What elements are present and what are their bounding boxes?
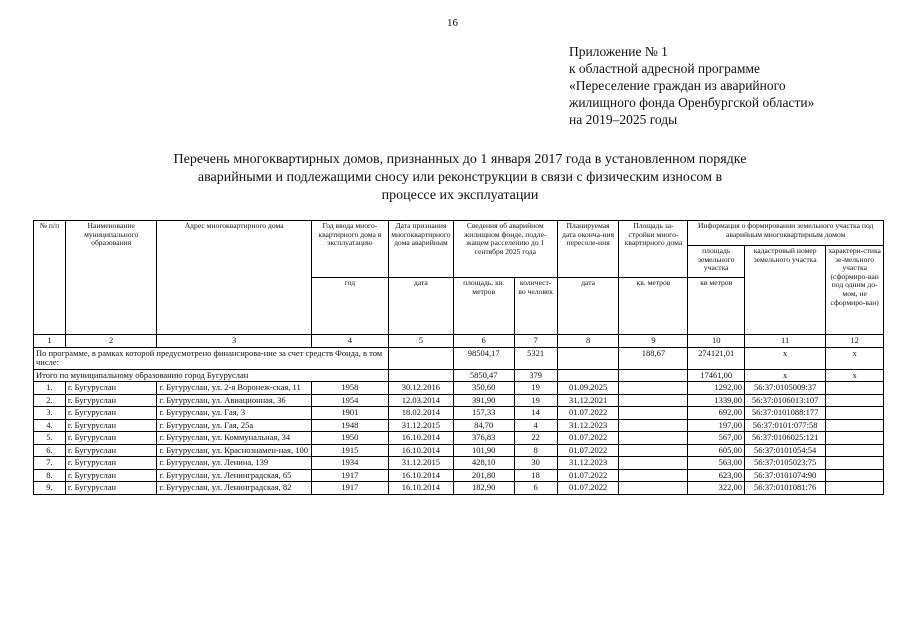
table-row: [34, 444, 884, 457]
row-built-area: [619, 482, 688, 495]
appendix-line: жилищного фонда Оренбургской области»: [569, 95, 815, 110]
row-number: 1.: [34, 382, 66, 395]
column-number: 9: [619, 335, 688, 348]
header-municipality: Наименование муниципального образования: [65, 221, 157, 335]
header-land-char: характери-стика зе-мельного участка (сформиро-ван под одним до-мом, не сформиро-ван): [826, 246, 884, 335]
row-address: г. Бугуруслан, ул. 2-я Воронеж-ская, 11: [157, 382, 311, 395]
unit-area: площадь, кв. метров: [453, 278, 514, 335]
header-row: [34, 221, 884, 246]
column-number: 11: [745, 335, 826, 348]
row-address: г. Бугуруслан, ул. Ленина, 139: [157, 457, 311, 470]
row-land-area: 322,00: [688, 482, 745, 495]
title-line: процессе их эксплуатации: [381, 188, 539, 203]
row-number: 8.: [34, 469, 66, 482]
row-land-char: [826, 382, 884, 395]
title-line: аварийными и подлежащими сносу или реконструкции в связи с физическим износом в: [197, 170, 723, 185]
column-number: 12: [826, 335, 884, 348]
column-number: 10: [688, 335, 745, 348]
row-area: 201,80: [453, 469, 514, 482]
row-municipality: г. Бугуруслан: [65, 382, 157, 395]
row-people: 14: [514, 407, 557, 420]
column-number: 1: [34, 335, 66, 348]
table-row: [34, 407, 884, 420]
appendix-line: на 2019–2025 годы: [569, 112, 678, 127]
row-year-built: 1948: [311, 419, 388, 432]
row-address: г. Бугуруслан, ул. Ленинградская, 82: [157, 482, 311, 495]
row-people: 6: [514, 482, 557, 495]
column-numbers-row: [34, 335, 884, 348]
row-people: 22: [514, 432, 557, 445]
row-land-area: 563,00: [688, 457, 745, 470]
row-cadastral: 56:37:0101054:54: [745, 444, 826, 457]
row-built-area: [619, 407, 688, 420]
page-number: 16: [447, 17, 458, 29]
row-year-built: 1901: [311, 407, 388, 420]
row-address: г. Бугуруслан, ул. Ленинградская, 65: [157, 469, 311, 482]
row-land-char: [826, 394, 884, 407]
appendix-line: «Переселение граждан из аварийного: [569, 78, 786, 93]
table-row: [34, 482, 884, 495]
header-address: Адрес многоквартирного дома: [157, 221, 311, 335]
summary-program-row: [34, 347, 884, 369]
row-land-area: 692,00: [688, 407, 745, 420]
unit-land-area: кв метров: [688, 278, 745, 335]
row-people: 19: [514, 382, 557, 395]
column-number: 2: [65, 335, 157, 348]
row-number: 5.: [34, 432, 66, 445]
row-municipality: г. Бугуруслан: [65, 394, 157, 407]
row-year-built: 1915: [311, 444, 388, 457]
row-planned-end: 31.12.2021: [557, 394, 619, 407]
row-area: 84,70: [453, 419, 514, 432]
row-cadastral: 56:37:0101081:76: [745, 482, 826, 495]
summary-city-people: 379: [514, 369, 557, 382]
row-emergency-date: 16.10.2014: [388, 469, 453, 482]
row-address: г. Бугуруслан, ул. Краснознамен-ная, 100: [157, 444, 311, 457]
column-number: 5: [388, 335, 453, 348]
row-emergency-date: 30.12.2016: [388, 382, 453, 395]
row-built-area: [619, 457, 688, 470]
summary-city-c11: х: [745, 369, 826, 382]
row-year-built: 1934: [311, 457, 388, 470]
appendix-line: к областной адресной программе: [569, 61, 760, 76]
row-area: 157,33: [453, 407, 514, 420]
row-area: 350,60: [453, 382, 514, 395]
summary-program-built: 188,67: [619, 347, 688, 369]
row-planned-end: 01.09.2025: [557, 382, 619, 395]
summary-city-label: Итого по муниципальному образованию город Бугуруслан: [34, 369, 389, 382]
appendix-block: [569, 43, 814, 128]
row-planned-end: 01.07.2022: [557, 482, 619, 495]
row-municipality: г. Бугуруслан: [65, 432, 157, 445]
row-municipality: г. Бугуруслан: [65, 419, 157, 432]
row-land-area: 567,00: [688, 432, 745, 445]
column-number: 3: [157, 335, 311, 348]
row-planned-end: 01.07.2022: [557, 469, 619, 482]
row-land-char: [826, 444, 884, 457]
row-number: 3.: [34, 407, 66, 420]
row-built-area: [619, 432, 688, 445]
row-area: 182,90: [453, 482, 514, 495]
summary-cell: [388, 347, 453, 369]
summary-cell: [388, 369, 453, 382]
row-land-area: 605,00: [688, 444, 745, 457]
header-year-built: Год ввода много-квартирного дома в эксплуатацию: [311, 221, 388, 278]
row-municipality: г. Бугуруслан: [65, 457, 157, 470]
row-land-area: 1292,00: [688, 382, 745, 395]
row-cadastral: 56:37:0106025:121: [745, 432, 826, 445]
row-number: 6.: [34, 444, 66, 457]
row-emergency-date: 16.10.2014: [388, 482, 453, 495]
header-land-area: площадь земельного участка: [688, 246, 745, 278]
summary-program-people: 5321: [514, 347, 557, 369]
row-land-area: 623,00: [688, 469, 745, 482]
summary-program-area: 98504,17: [453, 347, 514, 369]
summary-program-c11: х: [745, 347, 826, 369]
row-people: 8: [514, 444, 557, 457]
row-land-char: [826, 419, 884, 432]
summary-program-c12: х: [826, 347, 884, 369]
summary-program-land: 274121,01: [688, 347, 745, 369]
row-planned-end: 01.07.2022: [557, 432, 619, 445]
row-emergency-date: 16.10.2014: [388, 444, 453, 457]
column-number: 8: [557, 335, 619, 348]
row-cadastral: 56:37:0101074:90: [745, 469, 826, 482]
row-people: 4: [514, 419, 557, 432]
row-address: г. Бугуруслан, ул. Коммунальная, 34: [157, 432, 311, 445]
row-land-area: 1339,00: [688, 394, 745, 407]
row-number: 2.: [34, 394, 66, 407]
header-emergency-date: Дата признания многоквартирного дома аварийным: [388, 221, 453, 278]
row-cadastral: 56:37:0101088:177: [745, 407, 826, 420]
table-row: [34, 432, 884, 445]
unit-people: количест-во человек: [514, 278, 557, 335]
row-cadastral: 56:37:0106013:107: [745, 394, 826, 407]
header-fund-info: Сведения об аварийном жилищном фонде, подле-жащем расселению до 1 сентября 2025 года: [453, 221, 557, 278]
unit-date: дата: [388, 278, 453, 335]
column-number: 7: [514, 335, 557, 348]
row-people: 30: [514, 457, 557, 470]
row-address: г. Бугуруслан, ул. Гая, 25а: [157, 419, 311, 432]
row-number: 9.: [34, 482, 66, 495]
row-municipality: г. Бугуруслан: [65, 469, 157, 482]
row-year-built: 1958: [311, 382, 388, 395]
summary-cell: [557, 347, 619, 369]
row-land-area: 197,00: [688, 419, 745, 432]
unit-built-area: кв. метров: [619, 278, 688, 335]
row-municipality: г. Бугуруслан: [65, 444, 157, 457]
row-planned-end: 01.07.2022: [557, 407, 619, 420]
header-built-area: Площадь за-стройки много-квартирного дома: [619, 221, 688, 278]
row-address: г. Бугуруслан, ул. Авиационная, 36: [157, 394, 311, 407]
table-row: [34, 457, 884, 470]
unit-year: год: [311, 278, 388, 335]
header-no: № п/п: [34, 221, 66, 335]
row-planned-end: 31.12.2023: [557, 457, 619, 470]
row-emergency-date: 12.03.2014: [388, 394, 453, 407]
title-line: Перечень многоквартирных домов, признанных до 1 января 2017 года в установленном порядке: [173, 152, 747, 167]
row-area: 101,90: [453, 444, 514, 457]
summary-city-row: [34, 369, 884, 382]
row-area: 428,10: [453, 457, 514, 470]
row-land-char: [826, 457, 884, 470]
row-year-built: 1950: [311, 432, 388, 445]
summary-cell: [619, 369, 688, 382]
row-year-built: 1954: [311, 394, 388, 407]
row-year-built: 1917: [311, 469, 388, 482]
row-emergency-date: 31.12.2015: [388, 419, 453, 432]
table-row: [34, 469, 884, 482]
row-number: 4.: [34, 419, 66, 432]
unit-plan-date: дата: [557, 278, 619, 335]
document-title: [150, 151, 770, 205]
row-people: 18: [514, 469, 557, 482]
table-row: [34, 394, 884, 407]
row-area: 391,90: [453, 394, 514, 407]
row-emergency-date: 16.10.2014: [388, 432, 453, 445]
row-cadastral: 56:37:0101:077:58: [745, 419, 826, 432]
row-emergency-date: 31.12.2015: [388, 457, 453, 470]
summary-city-area: 5850,47: [453, 369, 514, 382]
summary-city-land: 17461,00: [688, 369, 745, 382]
row-address: г. Бугуруслан, ул. Гая, 3: [157, 407, 311, 420]
row-cadastral: 56:37:0105009:37: [745, 382, 826, 395]
summary-cell: [557, 369, 619, 382]
column-number: 6: [453, 335, 514, 348]
row-built-area: [619, 394, 688, 407]
row-people: 19: [514, 394, 557, 407]
table-row: [34, 382, 884, 395]
header-land-info: Информация о формировании земельного участка под аварийным многоквартирным домом: [688, 221, 884, 246]
row-built-area: [619, 382, 688, 395]
houses-table: [33, 220, 884, 495]
column-number: 4: [311, 335, 388, 348]
summary-city-c12: х: [826, 369, 884, 382]
row-built-area: [619, 444, 688, 457]
row-planned-end: 31.12.2023: [557, 419, 619, 432]
row-year-built: 1917: [311, 482, 388, 495]
row-area: 376,83: [453, 432, 514, 445]
row-number: 7.: [34, 457, 66, 470]
row-land-char: [826, 469, 884, 482]
appendix-line: Приложение № 1: [569, 44, 668, 59]
row-emergency-date: 18.02.2014: [388, 407, 453, 420]
row-land-char: [826, 432, 884, 445]
row-planned-end: 01.07.2022: [557, 444, 619, 457]
row-municipality: г. Бугуруслан: [65, 482, 157, 495]
header-cadastral: кадастровый номер земельного участка: [745, 246, 826, 335]
header-planned-end: Планируемая дата оконча-ния пересоле-ния: [557, 221, 619, 278]
row-built-area: [619, 419, 688, 432]
table-row: [34, 419, 884, 432]
row-land-char: [826, 407, 884, 420]
row-built-area: [619, 469, 688, 482]
summary-program-label: По программе, в рамках которой предусмотрено финансирова-ние за счет средств Фонда, в том числе:: [34, 347, 389, 369]
row-municipality: г. Бугуруслан: [65, 407, 157, 420]
row-land-char: [826, 482, 884, 495]
row-cadastral: 56:37:0105023:75: [745, 457, 826, 470]
